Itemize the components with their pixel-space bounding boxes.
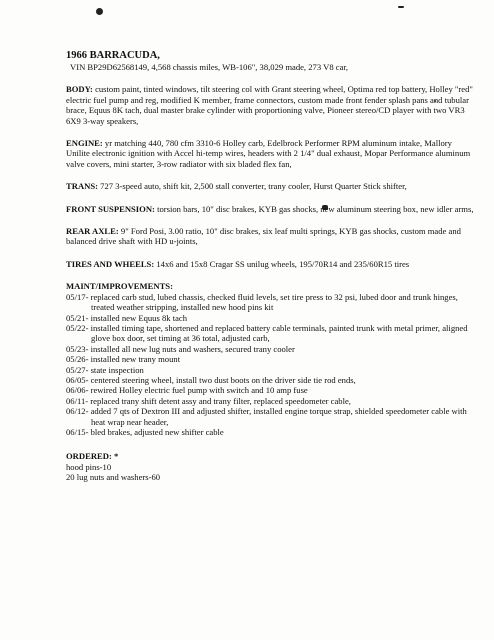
section-trans: TRANS: 727 3-speed auto, shift kit, 2,500 stall converter, trany cooler, Hurst Quarter Stick shifter, (66, 181, 407, 192)
section-label: ENGINE (66, 138, 100, 149)
section-text: yr matching 440, 780 cfm 3310-6 Holley carb, Edelbrock Performer RPM aluminum intake, Mallory Unilite electronic ignition with Accel hi-temp wires, headers with 2 1/4" dual exhaust, Mopar Performance aluminum valve covers, mini starter, 3-row radiator with six bladed flex fan, (66, 138, 471, 169)
ordered-heading: ORDERED: * (66, 451, 119, 462)
section-engine: ENGINE: yr matching 440, 780 cfm 3310-6 Holley carb, Edelbrock Performer RPM aluminum intake, Mallory Unilite electronic ignition with Accel hi-temp wires, headers with 2 1/4" dual exhaust, Mopar Performance aluminum valve covers, mini starter, 3-row radiator with six bladed flex fan, (66, 138, 471, 169)
section-label: BODY (66, 84, 91, 95)
maintenance-entry: 05/23- installed all new lug nuts and washers, secured trany cooler (66, 343, 295, 354)
document-title: 1966 BARRACUDA, (66, 50, 160, 61)
maintenance-entry: 06/15- bled brakes, adjusted new shifter cable (66, 426, 224, 437)
vin-line: VIN BP29D62568149, 4,568 chassis miles, WB-106", 38,029 made, 273 V8 car, (70, 62, 349, 72)
maintenance-entry: 06/06- rewired Holley electric fuel pump with switch and 10 amp fuse (66, 385, 308, 396)
maintenance-heading: MAINT/IMPROVEMENTS: (66, 281, 173, 292)
maintenance-entry: 06/11- replaced trany shift detent assy and trany filter, replaced speedometer cable, (66, 395, 351, 406)
section-label: TIRES AND WHEELS (66, 258, 152, 269)
scan-speck (96, 8, 103, 15)
maintenance-entry: 05/17- replaced carb stud, lubed chassis, checked fluid levels, set tire press to 32 psi, lubed door and trunk hinges, treated weather stripping, installed new hood pins kit (66, 291, 458, 313)
section-label: REAR AXLE (66, 226, 116, 237)
ordered-item: 20 lug nuts and washers-60 (66, 472, 161, 483)
section-body: BODY: custom paint, tinted windows, tilt steering col with Grant steering wheel, Optima red top battery, Holley "red" electric fuel pump and reg, modified K member, frame connectors, custom made front fender splash pans and tubular brace, Equus 8K tach, dual master brake cylinder with proportioning valve, Pioneer stereo/CD player with two VR3 6X9 3-way speakers, (66, 84, 473, 126)
section-tires-wheels: TIRES AND WHEELS: 14x6 and 15x8 Cragar SS unilug wheels, 195/70R14 and 235/60R15 tires (66, 258, 410, 269)
ordered-item: hood pins-10 (66, 461, 112, 472)
document-body (66, 50, 474, 483)
scan-speck (398, 6, 404, 8)
section-text: torsion bars, 10" disc brakes, KYB gas shocks, new aluminum steering box, new idler arms, (157, 203, 474, 214)
section-text: custom paint, tinted windows, tilt steering col with Grant steering wheel, Optima red top battery, Holley "red" electric fuel pump and reg, modified K member, frame connectors, custom made front fender splash pans and tubular brace, Equus 8K tach, dual master brake cylinder with proportioning valve, Pioneer stereo/CD player with two VR3 6X9 3-way speakers, (66, 84, 473, 126)
section-text: 727 3-speed auto, shift kit, 2,500 stall converter, trany cooler, Hurst Quarter Stick shifter, (100, 181, 407, 192)
section-rear-axle: REAR AXLE: 9" Ford Posi, 3.00 ratio, 10" disc brakes, six leaf multi springs, KYB gas shocks, custom made and balanced drive shaft with HD u-joints, (66, 226, 461, 247)
maintenance-entry: 06/12- added 7 qts of Dextron III and adjusted shifter, installed engine torque strap, shielded speedometer cable with heat wrap near header, (66, 406, 467, 427)
section-label: FRONT SUSPENSION (66, 203, 153, 214)
maintenance-entry: 05/22- installed timing tape, shortened and replaced battery cable terminals, painted trunk with metal primer, aligned glove box door, set timing at 36 total, adjusted carb, (66, 322, 468, 344)
maintenance-entry: 05/21- installed new Equus 8k tach (66, 312, 188, 323)
maintenance-list (66, 292, 474, 438)
section-text: 14x6 and 15x8 Cragar SS unilug wheels, 195/70R14 and 235/60R15 tires (156, 258, 410, 269)
section-text: 9" Ford Posi, 3.00 ratio, 10" disc brakes, six leaf multi springs, KYB gas shocks, custom made and balanced drive shaft with HD u-joints, (66, 226, 461, 247)
maintenance-entry: 05/26- installed new trany mount (66, 354, 181, 365)
section-label: TRANS (66, 181, 96, 192)
maintenance-entry: 05/27- state inspection (66, 364, 144, 375)
maintenance-entry: 06/05- centered steering wheel, install two dust boots on the driver side tie rod ends, (66, 374, 356, 385)
section-front-suspension: FRONT SUSPENSION: torsion bars, 10" disc brakes, KYB gas shocks, new aluminum steering box, new idler arms, (66, 203, 474, 214)
